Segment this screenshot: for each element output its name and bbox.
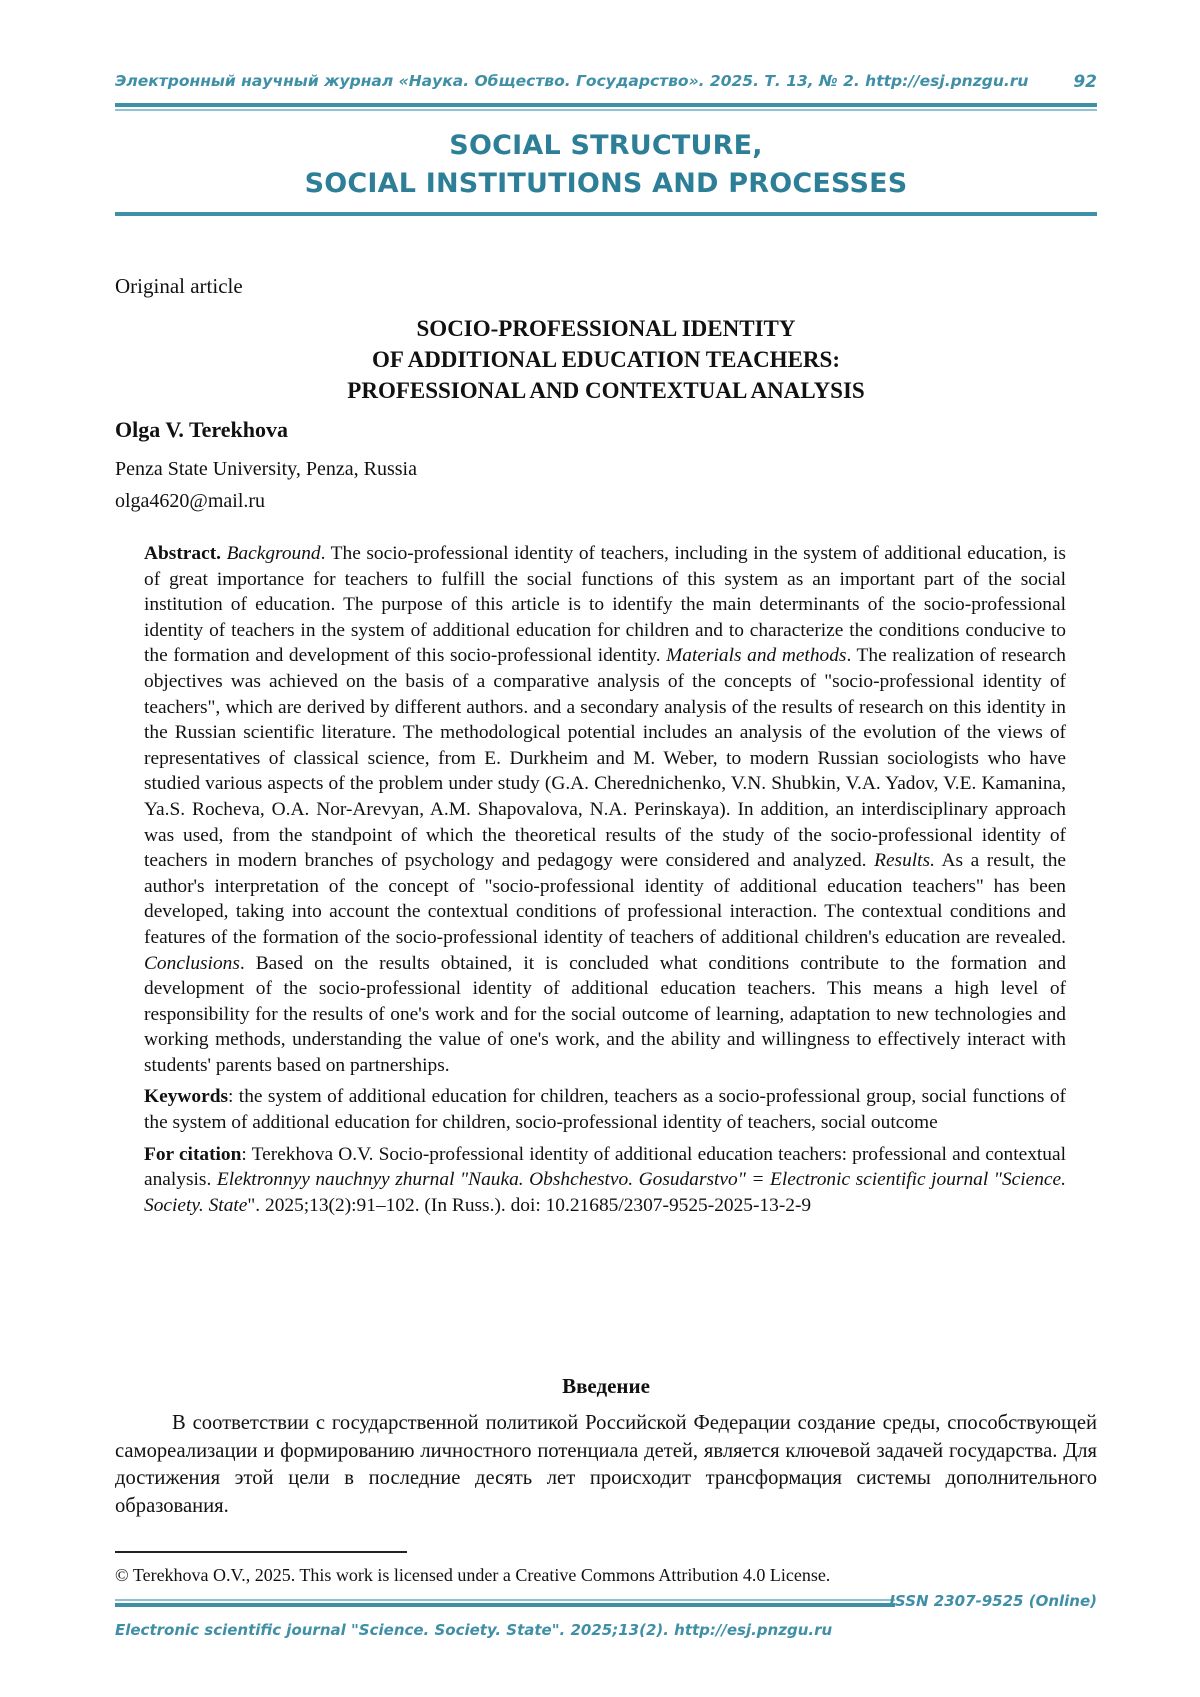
abstract-results-text: As a result, the author's interpretation of the concept of "socio-professional identity of additional education teachers" has been developed, taking into account the contextual conditions of professional interaction. The contextual conditions and features of the formation of the socio-professional identity of teachers of additional children's education are revealed. [144,850,1067,948]
footer-rule-thin [115,1599,895,1601]
running-header [115,72,1097,90]
header-rule-thin [115,109,1097,111]
author-email: olga4620@mail.ru [115,490,266,512]
footer-journal: Electronic scientific journal "Science. Society. State". 2025;13(2). http://esj.pnzgu.ru [115,1621,833,1639]
article-title-line3: PROFESSIONAL AND CONTEXTUAL ANALYSIS [347,378,865,403]
citation-text: : Terekhova O.V. Socio-professional identity of additional education teachers: professional and contextual analysis. [144,1143,1066,1191]
keywords-text: : the system of additional education for children, teachers as a socio-professional group, social functions of the system of additional education for children, socio-professional identity of teachers, social outcome [144,1086,1066,1134]
citation [144,1142,1066,1219]
section-title-line1: SOCIAL STRUCTURE, [449,130,763,161]
abstract-results-label: Results. [874,850,935,872]
section-title [115,127,1097,203]
abstract [144,541,1066,1078]
citation-label: For citation [144,1143,242,1165]
header-rule [115,103,1097,107]
abstract-background-label: Background [226,543,321,564]
keywords-label: Keywords [144,1086,229,1108]
citation-details: ". 2025;13(2):91–102. (In Russ.). doi: 10.21685/2307-9525-2025-13-2-9 [247,1194,812,1216]
abstract-background-text: . The socio-professional identity of teachers, including in the system of additional education, is of great importance for teachers to fulfill the social functions of this system as an important part of the social institution of education. The purpose of this article is to identify the main determinants of the socio-professional identity of teachers in the system of additional education for children and to characterize the conditions conducive to the formation and development of this socio-professional identity. [144,543,1066,667]
article-title-line1: SOCIO-PROFESSIONAL IDENTITY [416,316,796,341]
footer-rule [115,1603,895,1607]
abstract-conclusions-label: Conclusions [144,952,240,974]
citation-journal: Elektronnyy nauchnyy zhurnal "Nauka. Obshchestvo. Gosudarstvo" = Electronic scientific journal "Science. Society. State [144,1169,1066,1216]
article-type: Original article [115,274,243,298]
abstract-methods-label: Materials and methods [666,645,847,667]
section-rule [115,212,1097,216]
intro-heading: Введение [562,1374,650,1398]
article-title [115,313,1097,406]
keywords [144,1084,1066,1135]
license-footnote: © Terekhova O.V., 2025. This work is licensed under a Creative Commons Attribution 4.0 License. [115,1565,831,1585]
section-title-line2: SOCIAL INSTITUTIONS AND PROCESSES [304,168,908,199]
footnote-rule [115,1551,407,1553]
intro-paragraph: В соответствии с государственной политикой Российской Федерации создание среды, способствующей самореализации и формированию личностного потенциала детей, является ключевой задачей государства. Для достижения этой цели в последние десять лет происходит трансформация системы дополнительного образования. [115,1412,1097,1518]
running-header-journal: Электронный научный журнал «Наука. Общество. Государство». 2025. Т. 13, № 2. http://esj.pnzgu.ru [115,72,1029,90]
abstract-methods-text: . The realization of research objectives was achieved on the basis of a comparative analysis of the concepts of "socio-professional identity of teachers", which are derived by different authors. and a secondary analysis of the results of research on this identity in the Russian scientific literature. The methodological potential includes an analysis of the evolution of the views of representatives of classical science, from E. Durkheim and M. Weber, to modern Russian sociologists who have studied various aspects of the problem under study (G.A. Cherednichenko, V.N. Shubkin, V.A. Yadov, V.E. Kamanina, Ya.S. Rocheva, O.A. Nor-Arevyan, A.M. Shapovalova, N.A. Perinskaya). In addition, an interdisciplinary approach was used, from the standpoint of which the theoretical results of the study of the socio-professional identity of teachers in modern branches of psychology and pedagogy were considered and analyzed. [144,645,1066,872]
abstract-conclusions-text: . Based on the results obtained, it is concluded what conditions contribute to the formation and development of the socio-professional identity of additional education teachers. This means a high level of responsibility for the results of one's work and for the social outcome of learning, adaptation to new technologies and working methods, understanding the value of one's work, and the ability and willingness to effectively interact with students' parents based on partnerships. [144,952,1066,1076]
abstract-block [144,541,1066,1218]
article-title-line2: OF ADDITIONAL EDUCATION TEACHERS: [372,347,840,372]
page-number: 92 [1073,72,1097,92]
footer-issn: ISSN 2307-9525 (Online) [889,1592,1097,1610]
author-affiliation: Penza State University, Penza, Russia [115,458,417,480]
author-name: Olga V. Terekhova [115,417,289,442]
abstract-label: Abstract. [144,543,222,564]
